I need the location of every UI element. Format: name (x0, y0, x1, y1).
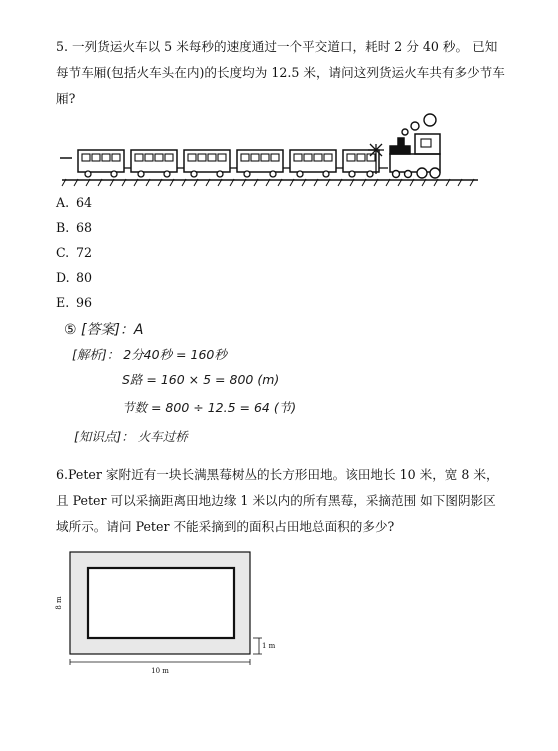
train-illustration (58, 112, 482, 190)
handwritten-knowledge: [知识点]： 火车过桥 (74, 429, 188, 444)
question-6-text: 6.Peter 家附近有一块长满黑莓树丛的长方形田地。该田地长 10 米，宽 8 米，且 Peter 可以采摘距离田地边缘 1 米以内的所有黑莓，采摘范围 如下图阴影区域所示。请问 Peter 不能采摘到的面积占田地总面积的多少? (56, 467, 499, 534)
option-value: 80 (76, 270, 93, 285)
height-label: 8 m (55, 596, 63, 610)
border-label: 1 m (262, 642, 276, 650)
option-b[interactable] (56, 215, 92, 240)
option-value: 96 (76, 295, 93, 310)
option-value: 64 (76, 195, 93, 210)
handwritten-analysis: [解析]： 2分40秒 = 160秒 (72, 347, 227, 362)
width-label: 10 m (151, 667, 169, 675)
option-d[interactable] (56, 265, 92, 290)
option-letter: A. (56, 195, 70, 210)
field-diagram (50, 544, 290, 679)
option-letter: B. (56, 220, 70, 235)
option-value: 68 (76, 220, 93, 235)
option-c[interactable] (56, 240, 92, 265)
options-list (56, 190, 92, 315)
question-5-text: 5. 一列货运火车以 5 米每秒的速度通过一个平交道口，耗时 2 分 40 秒。 已知每节车厢(包括火车头在内)的长度均为 12.5 米，请问这列货运火车共有多少节车厢? (56, 39, 505, 106)
option-letter: E. (56, 295, 70, 310)
option-letter: C. (56, 245, 70, 260)
handwritten-answer: ⑤ [答案]：A (64, 322, 144, 338)
option-a[interactable] (56, 190, 92, 215)
option-value: 72 (76, 245, 93, 260)
option-letter: D. (56, 270, 70, 285)
option-e[interactable] (56, 290, 92, 315)
handwritten-count: 节数 = 800 ÷ 12.5 = 64 (节) (122, 400, 297, 415)
handwritten-distance: S路 = 160 × 5 = 800 (m) (122, 372, 280, 387)
